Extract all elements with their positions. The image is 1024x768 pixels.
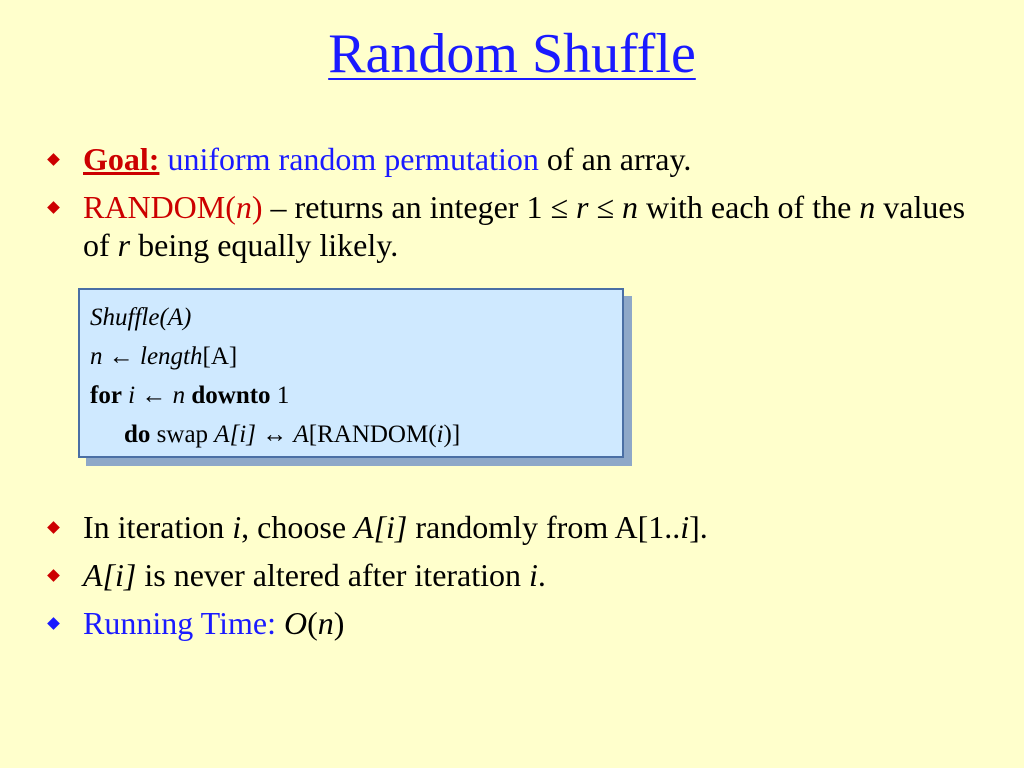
running-time-paren-open: ( [307, 605, 318, 641]
iter-index: [i] [373, 509, 408, 545]
code-line-2 [90, 337, 612, 376]
random-arg: n [235, 189, 252, 225]
diamond-bullet-icon [47, 569, 60, 582]
bullet-list-top [45, 140, 985, 274]
random-n2: n [859, 189, 876, 225]
random-r1: r [576, 189, 589, 225]
bullet-random [45, 188, 985, 264]
altered-text-2: . [537, 557, 546, 593]
random-close: ) [251, 189, 263, 225]
goal-rest: of an array. [546, 141, 692, 177]
altered-a: A [83, 557, 103, 593]
proc-name: Shuffle [90, 304, 160, 331]
altered-i: i [529, 557, 538, 593]
pseudocode-box [78, 288, 624, 458]
goal-phrase: uniform random permutation [167, 141, 539, 177]
altered-index: [i] [102, 557, 137, 593]
iter-a: A [354, 509, 374, 545]
code-var-i: i [121, 382, 136, 409]
running-time-n: n [317, 605, 334, 641]
code-assign-arrow: ← [102, 343, 140, 370]
code-random-arg: i [436, 421, 444, 448]
random-desc-1: – returns an integer 1 ≤ [262, 189, 577, 225]
code-keyword-do: do [124, 421, 151, 448]
bullet-iteration [45, 508, 985, 546]
diamond-bullet-icon [47, 521, 60, 534]
code-var-n-2: n [172, 382, 186, 409]
running-time-label: Running Time: [83, 605, 284, 641]
running-time-o: O [283, 605, 308, 641]
random-desc-2: ≤ [588, 189, 623, 225]
code-line-4 [90, 415, 612, 454]
code-swap: swap [150, 421, 215, 448]
iter-i-2: i [680, 509, 690, 545]
bullet-goal [45, 140, 985, 178]
iter-i: i [232, 509, 242, 545]
code-swap-arrow: ↔ [255, 421, 294, 448]
slide-title: Random Shuffle [328, 23, 696, 85]
altered-text-1: is never altered after iteration [136, 557, 530, 593]
diamond-bullet-icon [47, 617, 60, 630]
code-length: length [140, 343, 203, 370]
bullet-list-bottom [45, 508, 985, 652]
diamond-bullet-icon [47, 153, 60, 166]
code-array-a: A [214, 421, 230, 448]
random-name: RANDOM( [83, 189, 236, 225]
random-desc-3: with each of the [638, 189, 860, 225]
running-time-paren-close: ) [333, 605, 345, 641]
random-desc-5: being equally likely. [130, 227, 399, 263]
code-length-index: [A] [202, 343, 238, 370]
code-keyword-for: for [90, 382, 122, 409]
code-var-n: n [90, 343, 103, 370]
code-assign-arrow-2: ← [135, 382, 173, 409]
diamond-bullet-icon [47, 201, 60, 214]
random-n1: n [622, 189, 639, 225]
code-random-close: )] [443, 421, 461, 448]
iter-text-3: randomly from A[1.. [407, 509, 681, 545]
code-line-1 [90, 298, 612, 337]
code-random-call: [RANDOM( [308, 421, 437, 448]
bullet-running-time [45, 604, 985, 642]
code-index-i: [i] [229, 421, 256, 448]
code-keyword-downto: downto [185, 382, 271, 409]
random-r2: r [117, 227, 131, 263]
bullet-never-altered [45, 556, 985, 594]
random-desc-4: values of [83, 189, 966, 263]
code-array-a-2: A [293, 421, 309, 448]
proc-args: (A) [159, 304, 192, 331]
code-number-one: 1 [270, 382, 290, 409]
iter-text-2: , choose [241, 509, 355, 545]
code-line-3 [90, 376, 612, 415]
iter-text-4: ]. [689, 509, 708, 545]
goal-label: Goal: [83, 141, 160, 177]
iter-text-1: In iteration [83, 509, 233, 545]
